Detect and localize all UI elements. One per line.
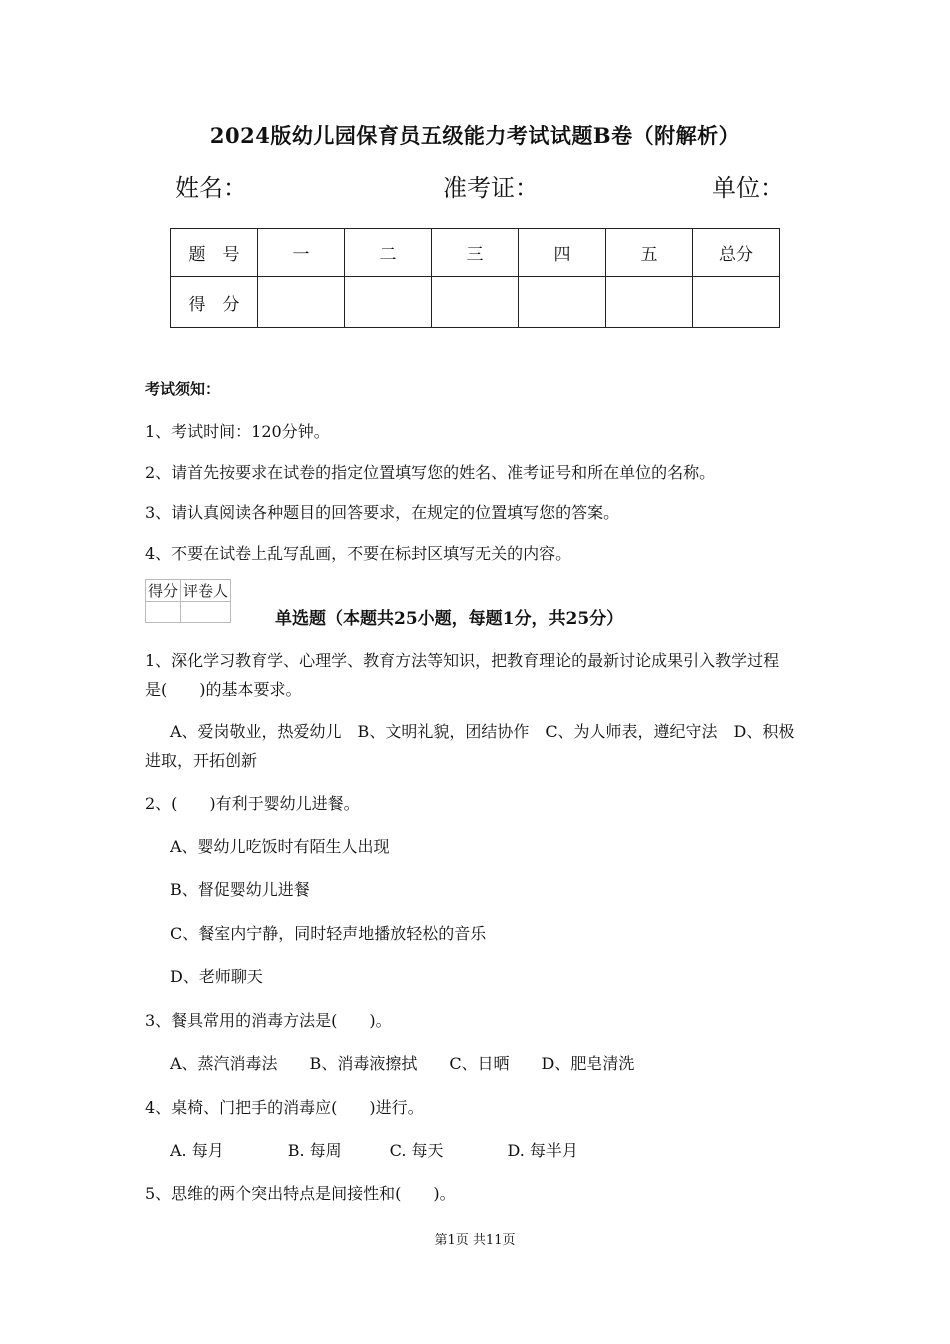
score-cell xyxy=(432,277,519,328)
score-table-header: 三 xyxy=(432,229,519,277)
score-row-label: 得 分 xyxy=(171,277,258,328)
question-1-options-line-2: 进取，开拓创新 xyxy=(145,751,258,770)
question-4: 4、桌椅、门把手的消毒应( )进行。 xyxy=(145,1098,424,1117)
question-2-option-c: C、餐室内宁静，同时轻声地播放轻松的音乐 xyxy=(170,924,487,943)
question-1-line-1: 1、深化学习教育学、心理学、教育方法等知识，把教育理论的最新讨论成果引入教学过程 xyxy=(145,651,780,670)
score-table-header: 二 xyxy=(345,229,432,277)
notice-item: 2、请首先按要求在试卷的指定位置填写您的姓名、准考证号和所在单位的名称。 xyxy=(145,463,716,482)
grader-name-label: 评卷人 xyxy=(181,580,231,602)
score-cell xyxy=(606,277,693,328)
grader-table xyxy=(145,579,231,623)
document-title: 2024版幼儿园保育员五级能力考试试题B卷（附解析） xyxy=(209,123,741,148)
grader-name-cell xyxy=(181,602,231,623)
question-2-option-a: A、婴幼儿吃饭时有陌生人出现 xyxy=(170,837,390,856)
page-footer: 第1页 共11页 xyxy=(434,1233,516,1248)
grader-score-label: 得分 xyxy=(146,580,181,602)
score-table-header: 四 xyxy=(519,229,606,277)
section-title: 单选题（本题共25小题，每题1分，共25分） xyxy=(275,609,624,629)
notice-item: 1、考试时间：120分钟。 xyxy=(145,422,330,441)
score-cell xyxy=(519,277,606,328)
score-table-header: 一 xyxy=(258,229,345,277)
name-field-label: 姓名： xyxy=(175,174,247,202)
score-table-header: 题 号 xyxy=(171,229,258,277)
notice-heading: 考试须知： xyxy=(145,380,221,398)
score-table xyxy=(170,228,780,328)
question-5: 5、思维的两个突出特点是间接性和( )。 xyxy=(145,1184,456,1203)
grader-score-cell xyxy=(146,602,181,623)
question-4-options: A. 每月 B. 每周 C. 每天 D. 每半月 xyxy=(170,1141,578,1160)
question-3-options: A、蒸汽消毒法 B、消毒液擦拭 C、日晒 D、肥皂清洗 xyxy=(170,1054,635,1073)
score-cell xyxy=(258,277,345,328)
score-cell xyxy=(345,277,432,328)
question-1-options-line-1: A、爱岗敬业，热爱幼儿 B、文明礼貌，团结协作 C、为人师表，遵纪守法 D、积极 xyxy=(170,722,795,741)
score-table-header-row xyxy=(171,229,780,277)
score-table-header: 总分 xyxy=(693,229,780,277)
score-cell xyxy=(693,277,780,328)
question-2-option-b: B、督促婴幼儿进餐 xyxy=(170,880,310,899)
notice-item: 4、不要在试卷上乱写乱画，不要在标封区填写无关的内容。 xyxy=(145,544,572,563)
question-2: 2、( )有利于婴幼儿进餐。 xyxy=(145,794,360,813)
notice-item: 3、请认真阅读各种题目的回答要求，在规定的位置填写您的答案。 xyxy=(145,503,620,522)
question-1-line-2: 是( )的基本要求。 xyxy=(145,680,302,699)
question-2-option-d: D、老师聊天 xyxy=(170,967,263,986)
score-table-header: 五 xyxy=(606,229,693,277)
exam-id-field-label: 准考证： xyxy=(443,174,539,202)
question-3: 3、餐具常用的消毒方法是( )。 xyxy=(145,1011,392,1030)
score-table-score-row xyxy=(171,277,780,328)
unit-field-label: 单位： xyxy=(712,174,784,202)
